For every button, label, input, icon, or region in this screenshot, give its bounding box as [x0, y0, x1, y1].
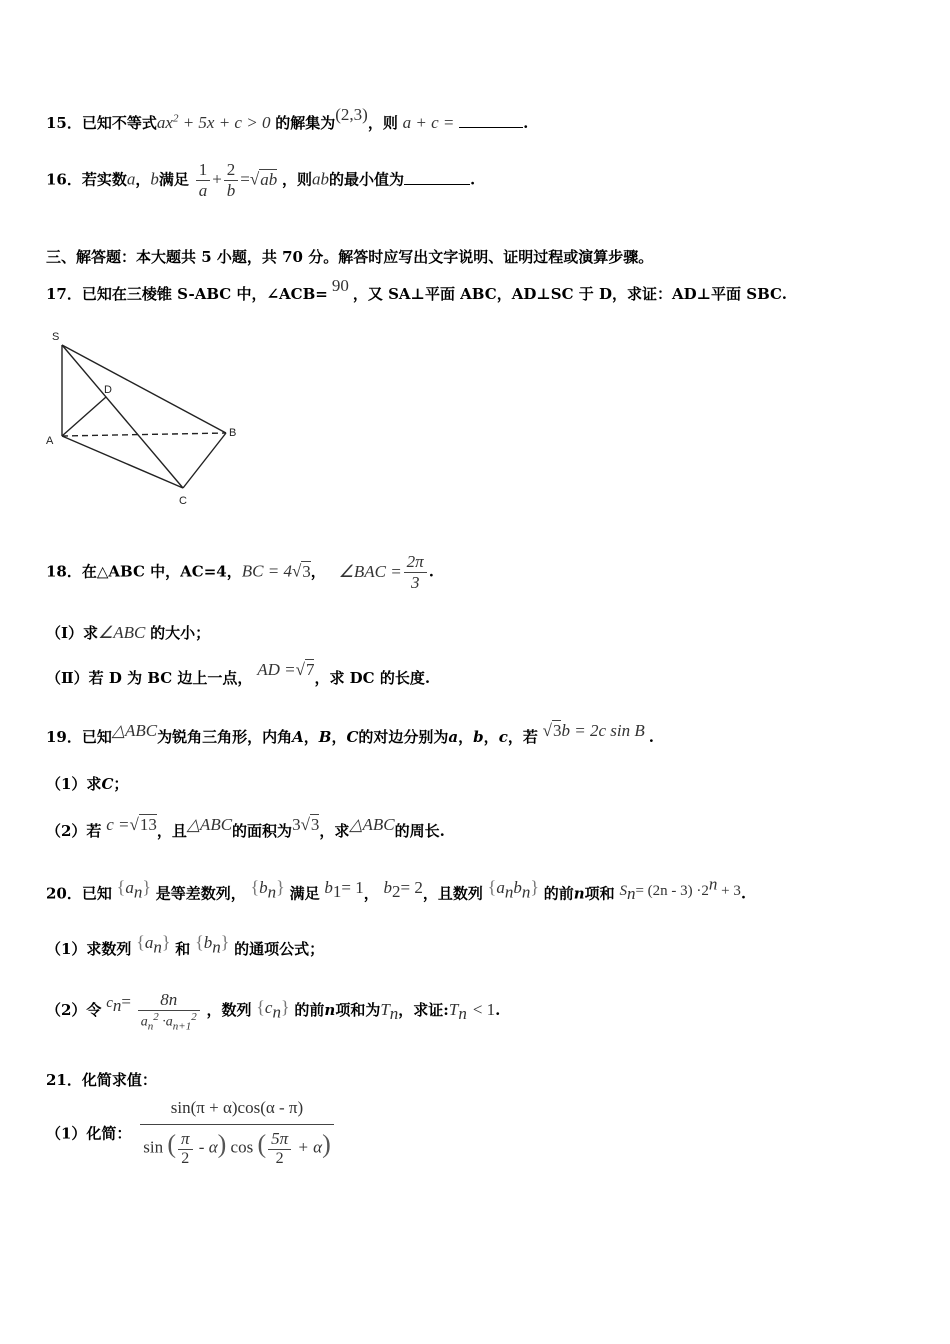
label-D: D — [104, 384, 112, 396]
fraction-8n: $\frac{8n}{a_n^2 \cdot a_{n+1}^2}$ — [138, 990, 200, 1032]
fraction-2-over-b: $\frac{2}{b}$ — [224, 160, 239, 201]
question-20: 20．已知 $\{a_n\}$ 是等差数列， $\{b_n\}$ 满足 $b_1= 1$， $b_2= 2$，且数列 $\{a_nb_n\}$ 的前n项和 $S_n= (2n - 3) \cdot 2^n + 3$. — [46, 874, 747, 903]
question-19: 19．已知△ABC为锐角三角形，内角A，B，C的对边分别为a，b，c，若 √3b = 2c sin B . — [46, 721, 654, 746]
question-18-part-2: （Ⅱ）若 D 为 BC 边上一点， AD =√7，求 DC 的长度. — [46, 660, 431, 687]
fraction-2pi-over-3: $\frac{2\pi}{3}$ — [404, 552, 427, 593]
question-21-part-1: （1）化简： sin(π + α)cos(α - π) sin ( $\frac{\pi}{2}$ - α) cos ( $\frac{5\pi}{2}$ + α) — [46, 1098, 336, 1168]
question-19-part-2: （2）若 c =√13，且△ABC的面积为3√3，求△ABC的周长. — [46, 815, 445, 840]
question-19-part-1: （1）求C； — [46, 775, 129, 793]
question-20-part-2: （2）令 $c_n=$ $\frac{8n}{a_n^2 \cdot a_{n+1}^2}$ ，数列 $\{c_n\}$ 的前n项和为$T_n$，求证$:T_n < 1$. — [46, 990, 501, 1033]
edge-AC — [62, 436, 183, 488]
answer-blank — [459, 113, 523, 128]
trig-fraction: sin(π + α)cos(α - π) sin ( $\frac{\pi}{2}$ - α) cos ( $\frac{5\pi}{2}$ + α) — [140, 1098, 334, 1168]
question-16: 16．若实数a，b满足 $\frac{1}{a}$ + $\frac{2}{b}$ =√ab ，则ab的最小值为 . — [46, 160, 476, 200]
label-C: C — [179, 495, 187, 507]
inequality: $ax^2 + 5x + c > 0$ — [156, 112, 271, 132]
question-18: 18．在△ABC 中，AC=4，BC = 4√3， ∠BAC = $\frac{2\pi}{3}$ . — [46, 552, 434, 592]
edge-BC — [183, 433, 226, 488]
question-15: 15．已知不等式$ax^2 + 5x + c > 0$ 的解集为(2,3)，则 a + c = . — [46, 105, 529, 132]
edge-SB — [62, 345, 226, 433]
edge-AB-hidden — [62, 433, 226, 436]
expression-a-plus-c: a + c = — [402, 113, 455, 132]
label-B: B — [229, 427, 237, 439]
interval: (2,3) — [335, 105, 368, 124]
edge-SC — [62, 345, 183, 488]
question-17: 17．已知在三棱锥 S-ABC 中，∠ACB= 90 ，又 SA⊥平面 ABC，AD⊥SC 于 D，求证：AD⊥平面 SBC. — [46, 276, 787, 303]
pyramid-figure — [40, 325, 250, 510]
question-18-part-1: （Ⅰ）求∠ABC 的大小； — [46, 623, 211, 642]
label-A: A — [46, 435, 54, 447]
question-21: 21．化简求值： — [46, 1071, 157, 1089]
answer-blank — [404, 170, 470, 185]
fraction-1-over-a: $\frac{1}{a}$ — [196, 160, 211, 201]
question-20-part-1: （1）求数列 $\{a_n\}$ 和 $\{b_n\}$ 的通项公式； — [46, 932, 325, 958]
section-heading: 三、解答题：本大题共 5 小题，共 70 分。解答时应写出文字说明、证明过程或演算步骤。 — [46, 248, 654, 266]
segment-AD — [62, 397, 106, 436]
label-S: S — [52, 331, 60, 343]
